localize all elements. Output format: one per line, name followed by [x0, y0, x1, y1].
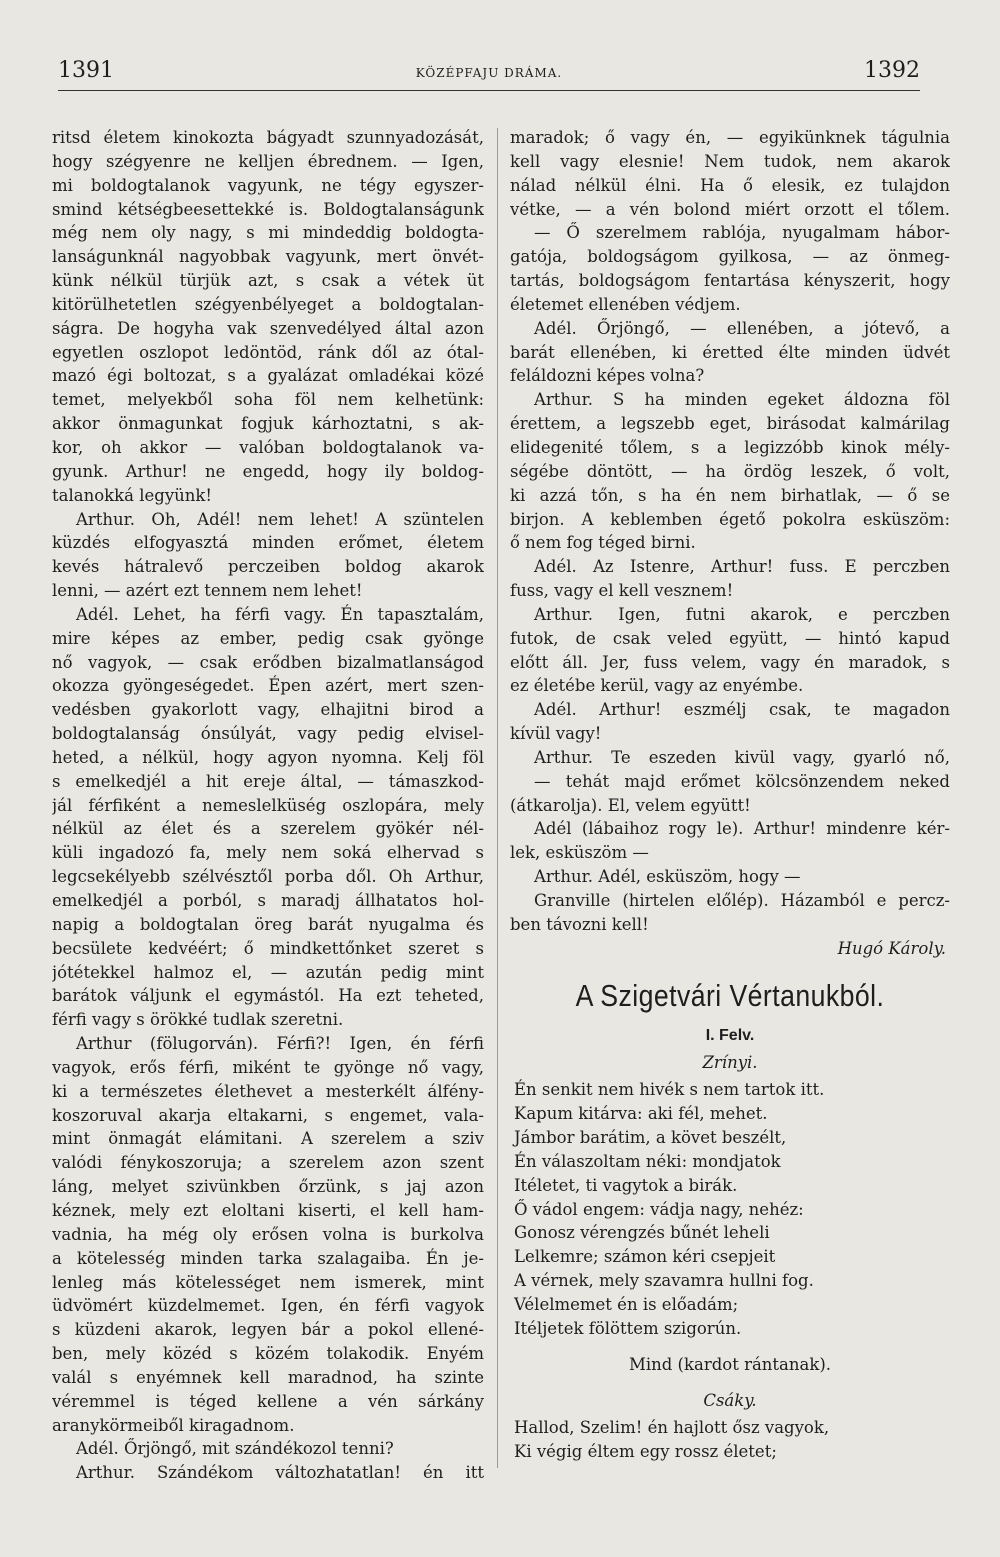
text-line: jál férfiként a nemeslelküség oszlopára, mely [52, 795, 484, 815]
text-line: Arthur (fölugorván). Férfi?! Igen, én férfi [76, 1034, 484, 1054]
verse-line: Jámbor barátim, a követ beszélt, [514, 1128, 787, 1148]
text-line: futok, de csak veled együtt, — hintó kapud [510, 628, 950, 648]
verse-line: Itéljetek fölöttem szigorún. [514, 1318, 742, 1338]
verse-line: Ő vádol engem: vádja nagy, nehéz: [514, 1199, 804, 1219]
text-line: kéznek, mely ezt eloltani kiserti, el kell ham- [52, 1200, 484, 1220]
text-line: akkor önmagunkat fogjuk kárhoztatni, s ak- [52, 414, 484, 434]
text-line: jótétekkel halmoz el, — azután pedig mint [52, 962, 484, 982]
text-line: életemet ellenében védjem. [510, 294, 741, 314]
text-line: barát ellenében, ki éretted élte minden üdvét [510, 342, 950, 362]
text-line: aranykörmeiből kiragadnom. [52, 1415, 295, 1435]
text-line: kitörülhetetlen szégyenbélyeget a boldogtalan- [52, 294, 484, 314]
text-line: Adél. Őrjöngő, mit szándékozol tenni? [76, 1439, 394, 1459]
text-line: Granville (hirtelen előlép). Házamból e percz- [534, 891, 950, 910]
text-line: még nem oly nagy, s mi mindeddig boldogta- [52, 223, 484, 243]
text-line: a kötelesség minden tarka szalagaiba. Én je- [52, 1248, 484, 1268]
poem-title: A Szigetvári Vértanukból. [575, 977, 885, 1013]
text-line: Adél (lábaihoz rogy le). Arthur! mindenre kér- [534, 819, 950, 839]
left-column [52, 126, 484, 1485]
text-line: ő nem fog téged birni. [510, 533, 696, 553]
text-line: kell vagy elesnie! Nem tudok, nem akarok [510, 151, 950, 171]
verse-line: Én senkit nem hivék s nem tartok itt. [514, 1080, 825, 1100]
text-line: kor, oh akkor — valóban boldogtalanok va- [52, 437, 484, 457]
text-line: tartás, boldogságom fentartása kényszerit, hogy [510, 271, 950, 291]
verse-line: Lelkemre; számon kéri csepjeit [514, 1247, 776, 1267]
page-number-left: 1391 [58, 58, 114, 83]
text-line: lanságunknál nagyobbak vagyunk, mert önvét- [52, 247, 484, 267]
text-line: Adél. Lehet, ha férfi vagy. Én tapasztalám, [76, 604, 484, 624]
text-line: elidegenité tőlem, s a legizzóbb kinok mély- [510, 437, 950, 457]
text-line: nő vagyok, — csak erődben bizalmatlanságod [52, 652, 484, 672]
column-divider [497, 128, 498, 1468]
text-line: vedésben gyakorlott vagy, elhajitni birod a [52, 700, 484, 720]
running-header [58, 58, 920, 91]
text-line: Arthur. Adél, esküszöm, hogy — [534, 867, 801, 887]
text-line: ritsd életem kinokozta bágyadt szunnyadozását, [52, 128, 484, 147]
text-line: gatója, boldogságom gyilkosa, — az önmeg- [510, 247, 950, 267]
right-column [510, 126, 950, 1464]
poem-verse-2 [510, 1416, 950, 1464]
text-line: nálad nélkül élni. Ha ő elesik, ez tulajdon [510, 175, 950, 195]
verse-line: A vérnek, mely szavamra hullni fog. [514, 1271, 814, 1291]
text-line: boldogtalanság ónsúlyát, vagy pedig elvisel- [52, 724, 484, 744]
text-line: — tehát majd erőmet kölcsönzendem neked [534, 771, 950, 791]
text-line: fuss, vagy el kell vesznem! [510, 581, 734, 601]
verse-line: Hallod, Szelim! én hajlott ősz vagyok, [514, 1418, 830, 1438]
text-line: becsülete kedvéért; ő mindkettőnket szeret s [52, 938, 484, 958]
text-line: küzdés elfogyasztá minden erőmet, életem [52, 533, 484, 553]
text-line: künk nélkül türjük azt, s csak a vétek üt [52, 271, 484, 291]
poem-verse-1 [510, 1078, 950, 1340]
verse-line: Gonosz vérengzés bűnét leheli [514, 1223, 770, 1243]
text-line: Arthur. S ha minden egeket áldozna föl [534, 390, 950, 410]
right-column-prose [510, 126, 950, 937]
text-line: ki a természetes élethevet a mesterkélt álfény- [52, 1081, 484, 1101]
text-line: üdvömért küzdelmemet. Igen, én férfi vagyok [52, 1296, 484, 1316]
verse-line: Ki végig éltem egy rossz életet; [514, 1442, 777, 1462]
text-line: valódi fénykoszoruja; a szerelem azon szent [52, 1153, 484, 1173]
poem-subtitle: I. Felv. [705, 1026, 755, 1044]
text-line: nélkül az élet és a szerelem gyökér nél- [52, 819, 484, 839]
text-line: láng, melyet szivünkben őrzünk, s jaj azon [52, 1177, 484, 1197]
text-line: ki azzá tőn, s ha én nem birhatlak, — ő se [510, 485, 950, 505]
text-line: küli ingadozó fa, mely nem soká elhervad s [52, 843, 484, 863]
text-line: temet, melyekből soha föl nem kelhetünk: [52, 390, 484, 410]
speaker-zrinyi: Zrínyi. [702, 1052, 758, 1072]
text-line: heted, a nélkül, hogy agyon nyomna. Kelj föl [52, 747, 484, 767]
speaker-csaky: Csáky. [703, 1390, 757, 1410]
verse-line: Vélelmemet én is előadám; [514, 1294, 739, 1314]
text-line: — Ő szerelmem rablója, nyugalmam hábor- [534, 223, 950, 243]
text-line: Arthur. Oh, Adél! nem lehet! A szüntelen [76, 509, 484, 529]
running-title: KÖZÉPFAJU DRÁMA. [415, 66, 563, 80]
text-line: férfi vagy s örökké tudlak szeretni. [52, 1010, 344, 1030]
text-line: talanokká legyünk! [52, 485, 213, 505]
text-line: Arthur. Igen, futni akarok, e perczben [534, 604, 950, 624]
text-line: lenleg más kötelességet nem ismerek, mint [52, 1272, 484, 1292]
text-line: ségébe döntött, — ha ördög leszek, ő volt, [510, 461, 950, 481]
stage-direction: Mind (kardot rántanak). [628, 1354, 832, 1374]
text-line: ben távozni kell! [510, 914, 649, 934]
text-line: lek, esküszöm — [510, 843, 649, 863]
text-line: ben, mely közéd s közém tolakodik. Enyém [52, 1344, 484, 1364]
text-line: napig a boldogtalan öreg barát nyugalma és [52, 914, 484, 934]
verse-line: Itéletet, ti vagytok a birák. [514, 1175, 738, 1195]
text-line: előtt áll. Jer, fuss velem, vagy én maradok, s [510, 652, 950, 672]
text-line: emelkedjél a porból, s maradj állhatatos hol- [52, 891, 484, 910]
text-line: ez életébe kerül, vagy az enyémbe. [510, 676, 804, 696]
text-line: kívül vagy! [510, 724, 602, 744]
text-line: mire képes az ember, pedig csak gyönge [52, 628, 484, 648]
text-line: kevés hátralevő perczeiben boldog akarok [52, 557, 484, 577]
text-line: okozza gyöngeségedet. Épen azért, mert szen- [52, 676, 484, 696]
text-line: smind kétségbeesettekké is. Boldogtalanságunk [52, 199, 484, 219]
text-line: Adél. Őrjöngő, — ellenében, a jótevő, a [534, 318, 950, 338]
text-line: maradok; ő vagy én, — egyikünknek tágulnia [510, 128, 950, 147]
text-line: vadnia, ha még oly erősen volna is burkolva [52, 1224, 484, 1244]
text-line: birjon. A keblemben égető pokolra esküszöm: [510, 509, 950, 529]
text-line: (átkarolja). El, velem együtt! [510, 795, 751, 815]
text-line: barátok váljunk el egymástól. Ha ezt teheted, [52, 986, 484, 1006]
text-line: ságra. De hogyha vak szenvedélyed által azon [52, 318, 484, 338]
text-line: feláldozni képes volna? [510, 366, 705, 386]
text-line: érettem, a legszebb eget, birásodat kalmárilag [510, 414, 950, 434]
text-line: véremmel is téged kellene a vén sárkány [52, 1391, 484, 1411]
author-signature: Hugó Károly. [837, 938, 946, 958]
text-line: Arthur. Szándékom változhatatlan! én itt [76, 1463, 484, 1483]
text-line: koszoruval akarja eltakarni, s engemet, vala- [52, 1105, 484, 1125]
text-line: gyunk. Arthur! ne engedd, hogy ily boldog- [52, 461, 484, 481]
text-line: mi boldogtalanok vagyunk, ne tégy egyszer- [52, 175, 484, 195]
text-line: Adél. Arthur! eszmélj csak, te magadon [534, 700, 950, 720]
text-line: Arthur. Te eszeden kivül vagy, gyarló nő, [534, 747, 950, 767]
text-line: egyetlen oszlopot ledöntöd, ránk dől az ótal- [52, 342, 484, 362]
text-line: s küzdeni akarok, legyen bár a pokol ellené- [52, 1320, 484, 1340]
text-line: mint önmagát elámitani. A szerelem a sziv [52, 1129, 484, 1149]
text-line: mazó égi boltozat, s a gyalázat omladékai közé [52, 366, 484, 386]
text-line: lenni, — azért ezt tennem nem lehet! [52, 581, 363, 601]
text-line: legcsekélyebb szélvésztől porba dől. Oh Arthur, [52, 867, 484, 887]
text-line: valál s enyémnek kell maradnod, ha szinte [52, 1367, 484, 1387]
verse-line: Kapum kitárva: aki fél, mehet. [514, 1104, 768, 1124]
text-line: Adél. Az Istenre, Arthur! fuss. E perczben [534, 557, 950, 577]
text-line: vagyok, erős férfi, miként te gyönge nő vagy, [52, 1057, 484, 1077]
page-number-right: 1392 [864, 58, 920, 83]
verse-line: Én válaszoltam néki: mondjatok [514, 1151, 781, 1171]
text-line: vétke, — a vén bolond miért orzott el tőlem. [510, 199, 950, 219]
text-line: s emelkedjél a hit ereje által, — támaszkod- [52, 771, 484, 791]
text-line: hogy szégyenre ne kelljen ébrednem. — Igen, [52, 151, 484, 171]
